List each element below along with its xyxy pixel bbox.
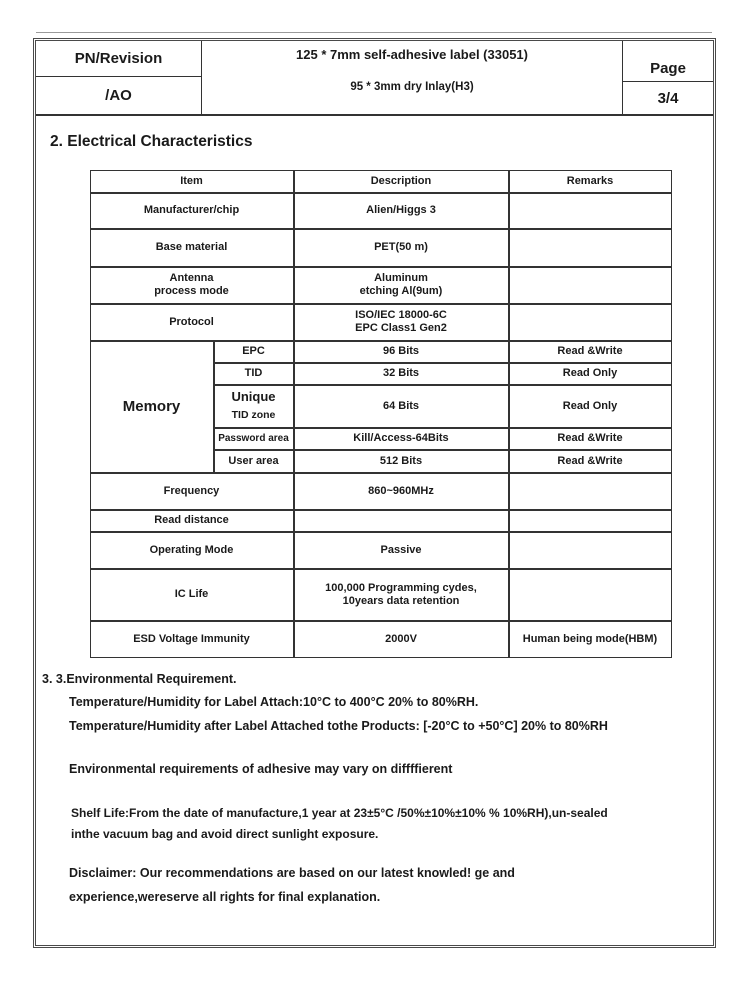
- unique-tid-line2: TID zone: [231, 409, 276, 421]
- revision-value: /AO: [36, 77, 202, 114]
- row-frequency-desc: 860~960MHz: [294, 473, 509, 510]
- antenna-item-line2: process mode: [154, 285, 229, 297]
- pn-revision-label: PN/Revision: [36, 41, 202, 77]
- row-operating-mode-remarks: [509, 532, 672, 569]
- row-manufacturer-desc: Alien/Higgs 3: [294, 193, 509, 229]
- memory-user-label: User area: [214, 450, 294, 473]
- row-antenna-remarks: [509, 267, 672, 304]
- temperature-attach-text: Temperature/Humidity for Label Attach:10°C to 400°C 20% to 80%RH.: [69, 695, 479, 709]
- temperature-after-text: Temperature/Humidity after Label Attached tothe Products: [-20°C to +50°C] 20% to 80%RH: [69, 719, 608, 733]
- memory-password-remarks: Read &Write: [509, 428, 672, 450]
- row-ic-life-desc: [294, 569, 509, 621]
- page-number: 3/4: [622, 82, 713, 114]
- memory-password-desc: Kill/Access-64Bits: [294, 428, 509, 450]
- disclaimer-line1: Disclaimer: Our recommendations are based on our latest knowled! ge and: [69, 866, 515, 880]
- shelf-life-line1: Shelf Life:From the date of manufacture,1 year at 23±5°C /50%±10%±10% % 10%RH),un-sealed: [71, 806, 608, 820]
- adhesive-note-text: Environmental requirements of adhesive may vary on diffffierent: [69, 762, 453, 776]
- memory-tid-label: TID: [214, 363, 294, 385]
- row-frequency-remarks: [509, 473, 672, 510]
- memory-tid-remarks: Read Only: [509, 363, 672, 385]
- row-manufacturer-remarks: [509, 193, 672, 229]
- section-title: 2. Electrical Characteristics: [50, 133, 253, 150]
- row-read-distance-item: Read distance: [90, 510, 294, 532]
- antenna-desc-line1: Aluminum: [374, 272, 428, 284]
- top-rule: [36, 32, 712, 33]
- memory-unique-tid-label: [214, 385, 294, 428]
- memory-unique-tid-remarks: Read Only: [509, 385, 672, 428]
- row-esd-remarks: Human being mode(HBM): [509, 621, 672, 658]
- table-header-description: Description: [294, 170, 509, 193]
- row-protocol-remarks: [509, 304, 672, 341]
- row-protocol-desc: [294, 304, 509, 341]
- row-base-material-desc: PET(50 m): [294, 229, 509, 267]
- product-description-line1: 125 * 7mm self-adhesive label (33051): [296, 47, 528, 62]
- row-operating-mode-item: Operating Mode: [90, 532, 294, 569]
- row-frequency-item: Frequency: [90, 473, 294, 510]
- disclaimer-line2: experience,wereserve all rights for final explanation.: [69, 890, 381, 904]
- protocol-desc-line1: ISO/IEC 18000-6C: [355, 309, 447, 321]
- row-operating-mode-desc: Passive: [294, 532, 509, 569]
- protocol-desc-line2: EPC Class1 Gen2: [355, 322, 447, 334]
- row-read-distance-remarks: [509, 510, 672, 532]
- row-esd-desc: 2000V: [294, 621, 509, 658]
- unique-tid-line1: Unique: [231, 389, 276, 404]
- ic-life-desc-line2: 10years data retention: [342, 594, 460, 607]
- memory-epc-desc: 96 Bits: [294, 341, 509, 363]
- row-manufacturer-item: Manufacturer/chip: [90, 193, 294, 229]
- memory-unique-tid-desc: 64 Bits: [294, 385, 509, 428]
- row-ic-life-remarks: [509, 569, 672, 621]
- shelf-life-line2: inthe vacuum bag and avoid direct sunlight exposure.: [71, 827, 379, 841]
- memory-user-remarks: Read &Write: [509, 450, 672, 473]
- row-antenna-item: [90, 267, 294, 304]
- row-read-distance-desc: [294, 510, 509, 532]
- antenna-item-line1: Antenna: [169, 272, 214, 284]
- row-base-material-remarks: [509, 229, 672, 267]
- page-label: Page: [622, 41, 713, 82]
- table-header-remarks: Remarks: [509, 170, 672, 193]
- environment-title: 3. 3.Environmental Requirement.: [42, 672, 237, 686]
- row-antenna-desc: [294, 267, 509, 304]
- row-memory-label: Memory: [90, 341, 214, 473]
- row-ic-life-item: IC Life: [90, 569, 294, 621]
- memory-password-label: Password area: [214, 428, 294, 450]
- row-protocol-item: Protocol: [90, 304, 294, 341]
- memory-epc-remarks: Read &Write: [509, 341, 672, 363]
- document-header: [36, 41, 713, 116]
- table-header-item: Item: [90, 170, 294, 193]
- memory-epc-label: EPC: [214, 341, 294, 363]
- ic-life-desc-line1: 100,000 Programming cydes,: [325, 581, 477, 594]
- memory-tid-desc: 32 Bits: [294, 363, 509, 385]
- product-description-line2: 95 * 3mm dry Inlay(H3): [350, 81, 474, 93]
- row-esd-item: ESD Voltage Immunity: [90, 621, 294, 658]
- row-base-material-item: Base material: [90, 229, 294, 267]
- antenna-desc-line2: etching Al(9um): [359, 285, 443, 297]
- memory-user-desc: 512 Bits: [294, 450, 509, 473]
- electrical-characteristics-table: [90, 170, 672, 658]
